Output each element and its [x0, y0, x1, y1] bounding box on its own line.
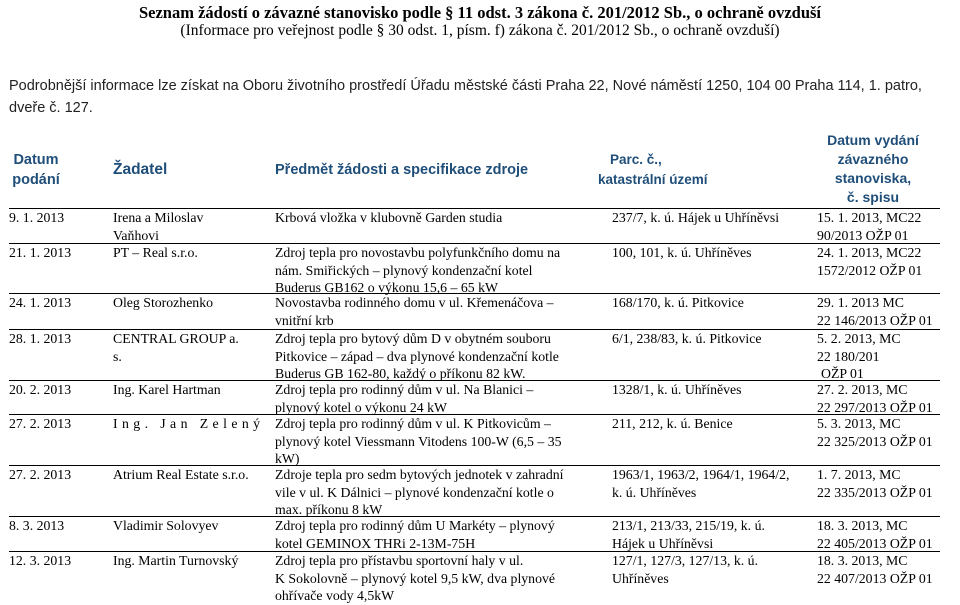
cell-date — [9, 552, 109, 570]
applicant-line: Vaňhovi — [113, 227, 159, 243]
subject-line: nám. Smiřických – plynový kondenzační kotel — [275, 262, 533, 278]
decision-line: 22 405/2013 OŽP 01 — [817, 535, 933, 551]
decision-line: 5. 2. 2013, MC — [817, 331, 901, 346]
decision-line: 22 297/2013 OŽP 01 — [817, 399, 933, 415]
cell-applicant — [113, 517, 265, 535]
date-line: 12. 3. 2013 — [9, 553, 72, 568]
applicant-line: Irena a Miloslav — [113, 210, 204, 225]
parcel-line: Hájek u Uhříněvsi — [612, 535, 714, 551]
subject-line: Zdroj tepla pro rodinný dům v ul. Na Blanici – — [275, 382, 534, 397]
cell-decision — [817, 517, 940, 552]
applicant-line: Oleg Storozhenko — [113, 295, 214, 310]
cell-parcel — [612, 552, 812, 587]
subject-line: Krbová vložka v klubovně Garden studia — [275, 210, 503, 225]
subject-line: Zdroj tepla pro rodinný dům v ul. K Pitkovicům – — [275, 416, 551, 431]
subject-line: Pitkovice – západ – dva plynové kondenzační kotle — [275, 348, 559, 364]
parcel-line: k. ú. Uhříněves — [612, 484, 697, 500]
cell-parcel — [612, 294, 812, 312]
decision-line: 1572/2012 OŽP 01 — [817, 262, 923, 278]
decision-line: 1. 7. 2013, MC — [817, 467, 901, 482]
subject-line: Zdroj tepla pro bytový dům D v obytném souboru — [275, 331, 551, 346]
header-parcel-line: katastrální území — [598, 172, 708, 187]
applicant-line: s. — [113, 348, 122, 364]
cell-subject — [275, 381, 590, 416]
applicant-line: Vladimir Solovyev — [113, 518, 219, 533]
cell-date — [9, 244, 109, 262]
header-decision-line: závazného — [837, 151, 909, 167]
date-line: 24. 1. 2013 — [9, 295, 72, 310]
page-subtitle: (Informace pro veřejnost podle § 30 odst. 1, písm. f) zákona č. 201/2012 Sb., o ochraně ovzduší) — [180, 22, 780, 39]
cell-parcel — [612, 466, 812, 501]
decision-line: 22 407/2013 OŽP 01 — [817, 570, 933, 586]
header-date-line: podání — [12, 172, 60, 188]
cell-date — [9, 381, 109, 399]
cell-decision — [817, 330, 940, 383]
subject-line: K Sokolovně – plynový kotel 9,5 kW, dva plynové — [275, 570, 556, 586]
cell-applicant — [113, 244, 265, 262]
cell-subject — [275, 294, 590, 329]
cell-decision — [817, 466, 940, 501]
subject-line: vile v ul. K Dálnici – plynové kondenzační kotle o — [275, 484, 554, 500]
parcel-line: 237/7, k. ú. Hájek u Uhříněvsi — [612, 210, 780, 225]
info-paragraph: Podrobnější informace lze získat na Oboru životního prostředí Úřadu městské části Praha 22, Nové náměstí 1250, 104 00 Praha 114, 1. patro, dveře č. 127. — [9, 78, 922, 116]
cell-applicant — [113, 415, 265, 433]
decision-line: 18. 3. 2013, MC — [817, 553, 908, 568]
cell-parcel — [612, 244, 812, 262]
subject-line: Buderus GB162 o výkonu 15,6 – 65 kW — [275, 280, 499, 295]
cell-subject — [275, 466, 590, 519]
decision-line: 29. 1. 2013 MC — [817, 295, 905, 310]
header-decision-line: Datum vydání — [827, 132, 919, 148]
date-line: 27. 2. 2013 — [9, 467, 72, 482]
subject-line: Zdroj tepla pro novostavbu polyfunkčního domu na — [275, 245, 561, 260]
date-line: 21. 1. 2013 — [9, 245, 72, 260]
decision-line: 5. 3. 2013, MC — [817, 416, 901, 431]
date-line: 20. 2. 2013 — [9, 382, 72, 397]
cell-decision — [817, 294, 940, 329]
header-date-line: Datum — [13, 152, 59, 168]
decision-line: 15. 1. 2013, MC22 — [817, 210, 922, 225]
cell-parcel — [612, 415, 812, 433]
applicant-line: Ing. Martin Turnovský — [113, 553, 239, 568]
header-parcel-line: Parc. č., — [610, 152, 662, 167]
applicant-line: PT – Real s.r.o. — [113, 245, 198, 260]
cell-applicant — [113, 552, 265, 570]
subject-line: ohřívače vody 4,5kW — [275, 588, 395, 603]
cell-decision — [817, 552, 940, 587]
date-line: 9. 1. 2013 — [9, 210, 65, 225]
cell-decision — [817, 381, 940, 416]
parcel-line: 6/1, 238/83, k. ú. Pitkovice — [612, 331, 762, 346]
cell-applicant — [113, 294, 265, 312]
decision-line: 90/2013 OŽP 01 — [817, 227, 909, 243]
cell-decision — [817, 415, 940, 450]
cell-applicant — [113, 209, 265, 244]
decision-line: 22 180/201 — [817, 348, 880, 364]
date-line: 28. 1. 2013 — [9, 331, 72, 346]
subject-line: Zdroj tepla pro rodinný dům U Markéty – plynový — [275, 518, 555, 533]
cell-subject — [275, 330, 590, 383]
cell-applicant — [113, 466, 265, 484]
decision-line: 24. 1. 2013, MC22 — [817, 245, 922, 260]
decision-line: OŽP 01 — [821, 366, 864, 381]
subject-line: Novostavba rodinného domu v ul. Křemenáčova – — [275, 295, 554, 310]
cell-parcel — [612, 517, 812, 552]
applicant-line: Ing. Jan Zelený — [113, 416, 265, 431]
cell-subject — [275, 244, 590, 297]
cell-decision — [817, 244, 940, 279]
cell-subject — [275, 517, 590, 552]
page-title: Seznam žádostí o závazné stanovisko podle § 11 odst. 3 zákona č. 201/2012 Sb., o ochraně ovzduší — [138, 3, 822, 22]
cell-subject — [275, 209, 590, 227]
decision-line: 27. 2. 2013, MC — [817, 382, 908, 397]
cell-date — [9, 466, 109, 484]
subject-line: plynový kotel Viessmann Vitodens 100-W (6,5 – 35 — [275, 433, 562, 449]
cell-date — [9, 517, 109, 535]
header-date — [9, 150, 63, 190]
cell-subject — [275, 415, 590, 468]
header-decision-line: č. spisu — [846, 189, 900, 205]
subject-line: Zdroje tepla pro sedm bytových jednotek v zahradní — [275, 467, 564, 482]
header-subject: Předmět žádosti a specifikace zdroje — [275, 162, 529, 178]
subject-line: vnitřní krb — [275, 312, 334, 328]
cell-parcel — [612, 209, 812, 227]
cell-parcel — [612, 330, 812, 348]
applicant-line: Atrium Real Estate s.r.o. — [113, 467, 249, 482]
cell-parcel — [612, 381, 812, 399]
decision-line: 22 335/2013 OŽP 01 — [817, 484, 933, 500]
parcel-line: 168/170, k. ú. Pitkovice — [612, 295, 744, 310]
cell-date — [9, 294, 109, 312]
date-line: 8. 3. 2013 — [9, 518, 65, 533]
parcel-line: 213/1, 213/33, 215/19, k. ú. — [612, 518, 765, 533]
subject-line: kotel GEMINOX THRi 2-13M-75H — [275, 535, 476, 551]
cell-applicant — [113, 381, 265, 399]
header-decision-line: stanoviska, — [834, 170, 912, 186]
parcel-line: Uhříněves — [612, 570, 669, 586]
cell-date — [9, 330, 109, 348]
decision-line: 22 146/2013 OŽP 01 — [817, 312, 933, 328]
decision-line: 18. 3. 2013, MC — [817, 518, 908, 533]
date-line: 27. 2. 2013 — [9, 416, 72, 431]
header-decision — [806, 131, 940, 207]
parcel-line: 127/1, 127/3, 127/13, k. ú. — [612, 553, 759, 568]
subject-line: plynový kotel o výkonu 24 kW — [275, 399, 448, 415]
decision-line: 22 325/2013 OŽP 01 — [817, 433, 933, 449]
applicant-line: CENTRAL GROUP a. — [113, 331, 239, 346]
header-applicant: Žadatel — [113, 161, 168, 178]
header-parcel — [596, 150, 744, 190]
cell-subject — [275, 552, 590, 605]
parcel-line: 211, 212, k. ú. Benice — [612, 416, 733, 431]
subject-line: kW) — [275, 451, 300, 466]
subject-line: max. příkonu 8 kW — [275, 502, 383, 517]
cell-applicant — [113, 330, 265, 365]
parcel-line: 1963/1, 1963/2, 1964/1, 1964/2, — [612, 467, 790, 482]
cell-date — [9, 209, 109, 227]
applicant-line: Ing. Karel Hartman — [113, 382, 221, 397]
subject-line: Buderus GB 162-80, každý o příkonu 82 kW. — [275, 366, 526, 381]
parcel-line: 100, 101, k. ú. Uhříněves — [612, 245, 752, 260]
subject-line: Zdroj tepla pro přístavbu sportovní haly v ul. — [275, 553, 524, 568]
cell-decision — [817, 209, 940, 244]
parcel-line: 1328/1, k. ú. Uhříněves — [612, 382, 742, 397]
cell-date — [9, 415, 109, 433]
